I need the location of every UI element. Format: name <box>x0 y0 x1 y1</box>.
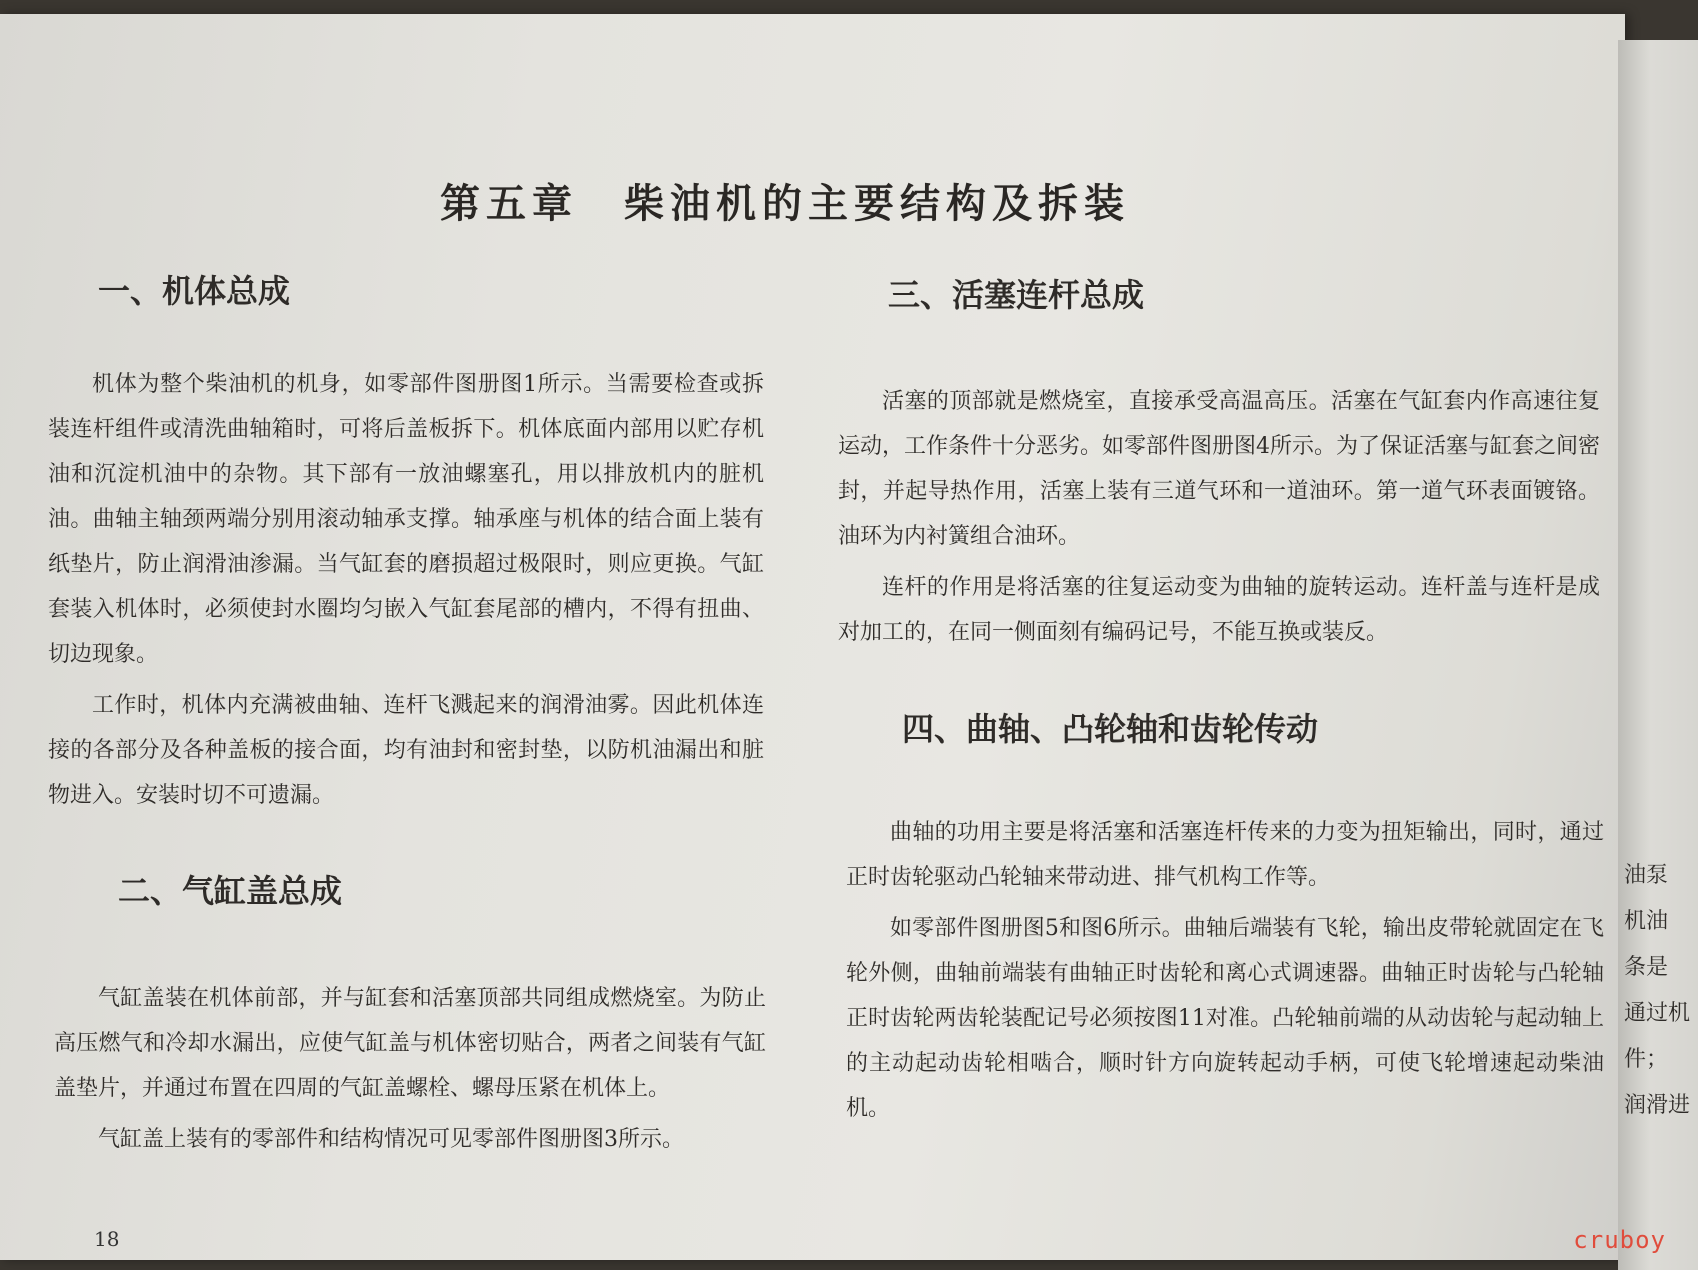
section-body-1 <box>48 362 764 824</box>
adjacent-page-text: 油泵 <box>1624 863 1669 888</box>
page-number: 18 <box>94 1227 120 1251</box>
adjacent-page-text: 润滑进 <box>1624 1093 1691 1118</box>
watermark: cruboy <box>1573 1226 1666 1254</box>
section-heading-3: 三、活塞连杆总成 <box>888 276 1145 314</box>
section-heading-4: 四、曲轴、凸轮轴和齿轮传动 <box>902 710 1319 748</box>
paragraph: 连杆的作用是将活塞的往复运动变为曲轴的旋转运动。连杆盖与连杆是成对加工的，在同一侧面刻有编码记号，不能互换或装反。 <box>838 575 1600 645</box>
bleed-through-text <box>800 142 820 171</box>
section-heading-2: 二、气缸盖总成 <box>118 872 343 910</box>
book-page <box>0 14 1625 1260</box>
adjacent-page-edge <box>1618 40 1698 1270</box>
paragraph: 曲轴的功用主要是将活塞和活塞连杆传来的力变为扭矩输出，同时，通过正时齿轮驱动凸轮轴来带动进、排气机构工作等。 <box>846 820 1604 890</box>
section-body-4 <box>846 810 1604 1137</box>
paragraph: 工作时，机体内充满被曲轴、连杆飞溅起来的润滑油雾。因此机体连接的各部分及各种盖板的接合面，均有油封和密封垫，以防机油漏出和脏物进入。安装时切不可遗漏。 <box>48 693 764 808</box>
adjacent-page-text: 条是 <box>1624 955 1669 980</box>
section-body-3 <box>838 379 1600 661</box>
paragraph: 气缸盖上装有的零部件和结构情况可见零部件图册图3所示。 <box>98 1127 684 1152</box>
paragraph: 如零部件图册图5和图6所示。曲轴后端装有飞轮，输出皮带轮就固定在飞轮外侧，曲轴前端装有曲轴正时齿轮和离心式调速器。曲轴正时齿轮与凸轮轴正时齿轮两齿轮装配记号必须按图11对准。凸轮轴前端的从动齿轮与起动轴上的主动起动齿轮相啮合，顺时针方向旋转起动手柄，可使飞轮增速起动柴油机。 <box>846 916 1604 1121</box>
adjacent-page-text: 机油 <box>1624 909 1669 934</box>
section-heading-1: 一、机体总成 <box>98 272 291 310</box>
paragraph: 气缸盖装在机体前部，并与缸套和活塞顶部共同组成燃烧室。为防止高压燃气和冷却水漏出，应使气缸盖与机体密切贴合，两者之间装有气缸盖垫片，并通过布置在四周的气缸盖螺栓、螺母压紧在机体上。 <box>54 986 766 1101</box>
paragraph: 机体为整个柴油机的机身，如零部件图册图1所示。当需要检查或拆装连杆组件或清洗曲轴箱时，可将后盖板拆下。机体底面内部用以贮存机油和沉淀机油中的杂物。其下部有一放油螺塞孔，用以排放机内的脏机油。曲轴主轴颈两端分别用滚动轴承支撑。轴承座与机体的结合面上装有纸垫片，防止润滑油渗漏。当气缸套的磨损超过极限时，则应更换。气缸套装入机体时，必须使封水圈均匀嵌入气缸套尾部的槽内，不得有扭曲、切边现象。 <box>48 372 764 667</box>
paragraph: 活塞的顶部就是燃烧室，直接承受高温高压。活塞在气缸套内作高速往复运动，工作条件十分恶劣。如零部件图册图4所示。为了保证活塞与缸套之间密封，并起导热作用，活塞上装有三道气环和一道油环。第一道气环表面镀铬。油环为内衬簧组合油环。 <box>838 389 1600 549</box>
adjacent-page-text: 件； <box>1624 1047 1669 1072</box>
chapter-title: 第五章 柴油机的主要结构及拆装 <box>440 180 1130 227</box>
section-body-2 <box>54 976 766 1168</box>
adjacent-page-text: 通过机 <box>1624 1001 1691 1026</box>
